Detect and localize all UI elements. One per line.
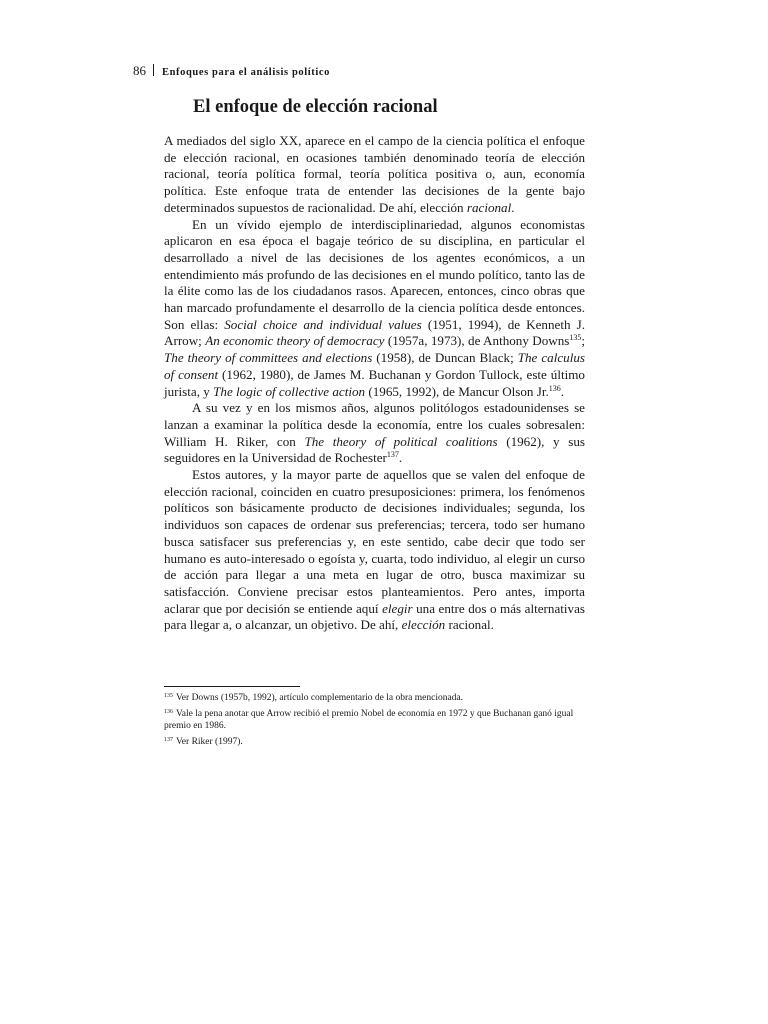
text-run: . bbox=[398, 450, 403, 466]
footnotes bbox=[164, 692, 589, 751]
page-number: 86 bbox=[133, 63, 146, 78]
text-run: A mediados del siglo XX, aparece en el campo de la ciencia política el enfoque de elección racional, en ocasiones también denominado teoría de elección racional, teoría política formal, teoría política positiva o, aun, economía política. Este enfoque trata de entender las decisiones de la gente bajo determinados supuestos de racionalidad. De ahí, elección bbox=[164, 133, 585, 215]
footnote-ref: 135 bbox=[569, 333, 582, 343]
footnote-text: Vale la pena anotar que Arrow recibió el premio Nobel de economía en 1972 y que Buchanan ganó igual premio en 1986. bbox=[164, 708, 574, 732]
text-run: En un vívido ejemplo de interdisciplinariedad, algunos economistas aplicaron en esa época el bagaje teórico de su disciplina, en particular el desarrollado a nivel de las decisiones de los agentes económicos, a un entendimiento más profundo de las decisiones en el mundo político, tanto las de la élite como las de los ciudadanos rasos. Aparecen, entonces, cinco obras que han marcado profundamente el desarrollo de la ciencia política desde entonces. Son ellas: bbox=[164, 216, 585, 332]
footnote-number: 136 bbox=[164, 708, 173, 715]
section-heading: El enfoque de elección racional bbox=[193, 97, 438, 117]
text-run: . bbox=[511, 199, 515, 215]
book-title: The calculus of consent bbox=[164, 350, 585, 382]
book-title: Social choice and individual values bbox=[224, 316, 422, 332]
footnote-text: Ver Riker (1997). bbox=[176, 736, 243, 747]
book-title: The theory of political coalitions bbox=[304, 433, 498, 449]
text-run: . bbox=[560, 383, 565, 399]
text-run: racional. bbox=[445, 617, 494, 633]
footnote bbox=[164, 708, 589, 733]
footnote bbox=[164, 736, 589, 749]
italic-word: elección bbox=[401, 617, 446, 633]
footnote-number: 135 bbox=[164, 693, 173, 699]
header-separator bbox=[153, 64, 154, 76]
body-text bbox=[164, 133, 585, 634]
footnote-text: Ver Downs (1957b, 1992), artículo complementario de la obra mencionada. bbox=[176, 693, 464, 703]
text-run: una entre dos o más alternativas para llegar a, o alcanzar, un objetivo. De ahí, bbox=[164, 600, 585, 633]
text-run: (1962), y sus seguidores en la Universidad de Rochester bbox=[164, 433, 585, 466]
text-run: (1965, 1992), de Mancur Olson Jr. bbox=[365, 383, 549, 399]
footnote-divider bbox=[164, 686, 300, 687]
text-run: (1958), de Duncan Black; bbox=[372, 350, 518, 366]
text-run: Estos autores, y la mayor parte de aquellos que se valen del enfoque de elección racional, coinciden en cuatro presuposiciones: primera, los fenómenos políticos son básicamente producto de decisiones individuales; segunda, los individuos son capaces de ordenar sus preferencias; tercera, todo ser humano busca satisfacer sus preferencias y, en este sentido, cabe decir que todo ser humano es auto-interesado o egoísta y, cuarta, todo individuo, al elegir un curso de acción para llegar a una meta en lugar de otro, busca maximizar su satisfacción. Conviene precisar estos planteamientos. Pero antes, importa aclarar que por decisión se entiende aquí bbox=[164, 467, 585, 616]
text-run: ; bbox=[581, 333, 586, 349]
footnote-ref: 136 bbox=[548, 383, 561, 393]
text-run: (1957a, 1973), de Anthony Downs bbox=[384, 333, 570, 349]
book-title: The theory of committees and elections bbox=[164, 350, 373, 366]
running-header bbox=[133, 63, 330, 79]
italic-word: elegir bbox=[382, 600, 413, 616]
running-title: Enfoques para el análisis político bbox=[162, 67, 331, 78]
text-run: (1951, 1994), de Kenneth J. Arrow; bbox=[164, 316, 585, 349]
paragraph-2 bbox=[164, 217, 585, 401]
footnote-ref: 137 bbox=[386, 450, 399, 460]
book-title: An economic theory of democracy bbox=[205, 333, 385, 349]
footnote-number: 137 bbox=[164, 736, 173, 743]
book-title: The logic of collective action bbox=[213, 383, 366, 399]
paragraph-3 bbox=[164, 400, 585, 467]
paragraph-4 bbox=[164, 467, 585, 634]
text-run: A su vez y en los mismos años, algunos politólogos estadounidenses se lanzan a examinar la política desde la economía, entre los cuales sobresalen: William H. Riker, con bbox=[164, 400, 585, 449]
text-run: (1962, 1980), de James M. Buchanan y Gordon Tullock, este último jurista, y bbox=[164, 366, 585, 399]
footnote bbox=[164, 692, 589, 705]
italic-word: racional bbox=[466, 199, 512, 215]
paragraph-1 bbox=[164, 133, 585, 217]
